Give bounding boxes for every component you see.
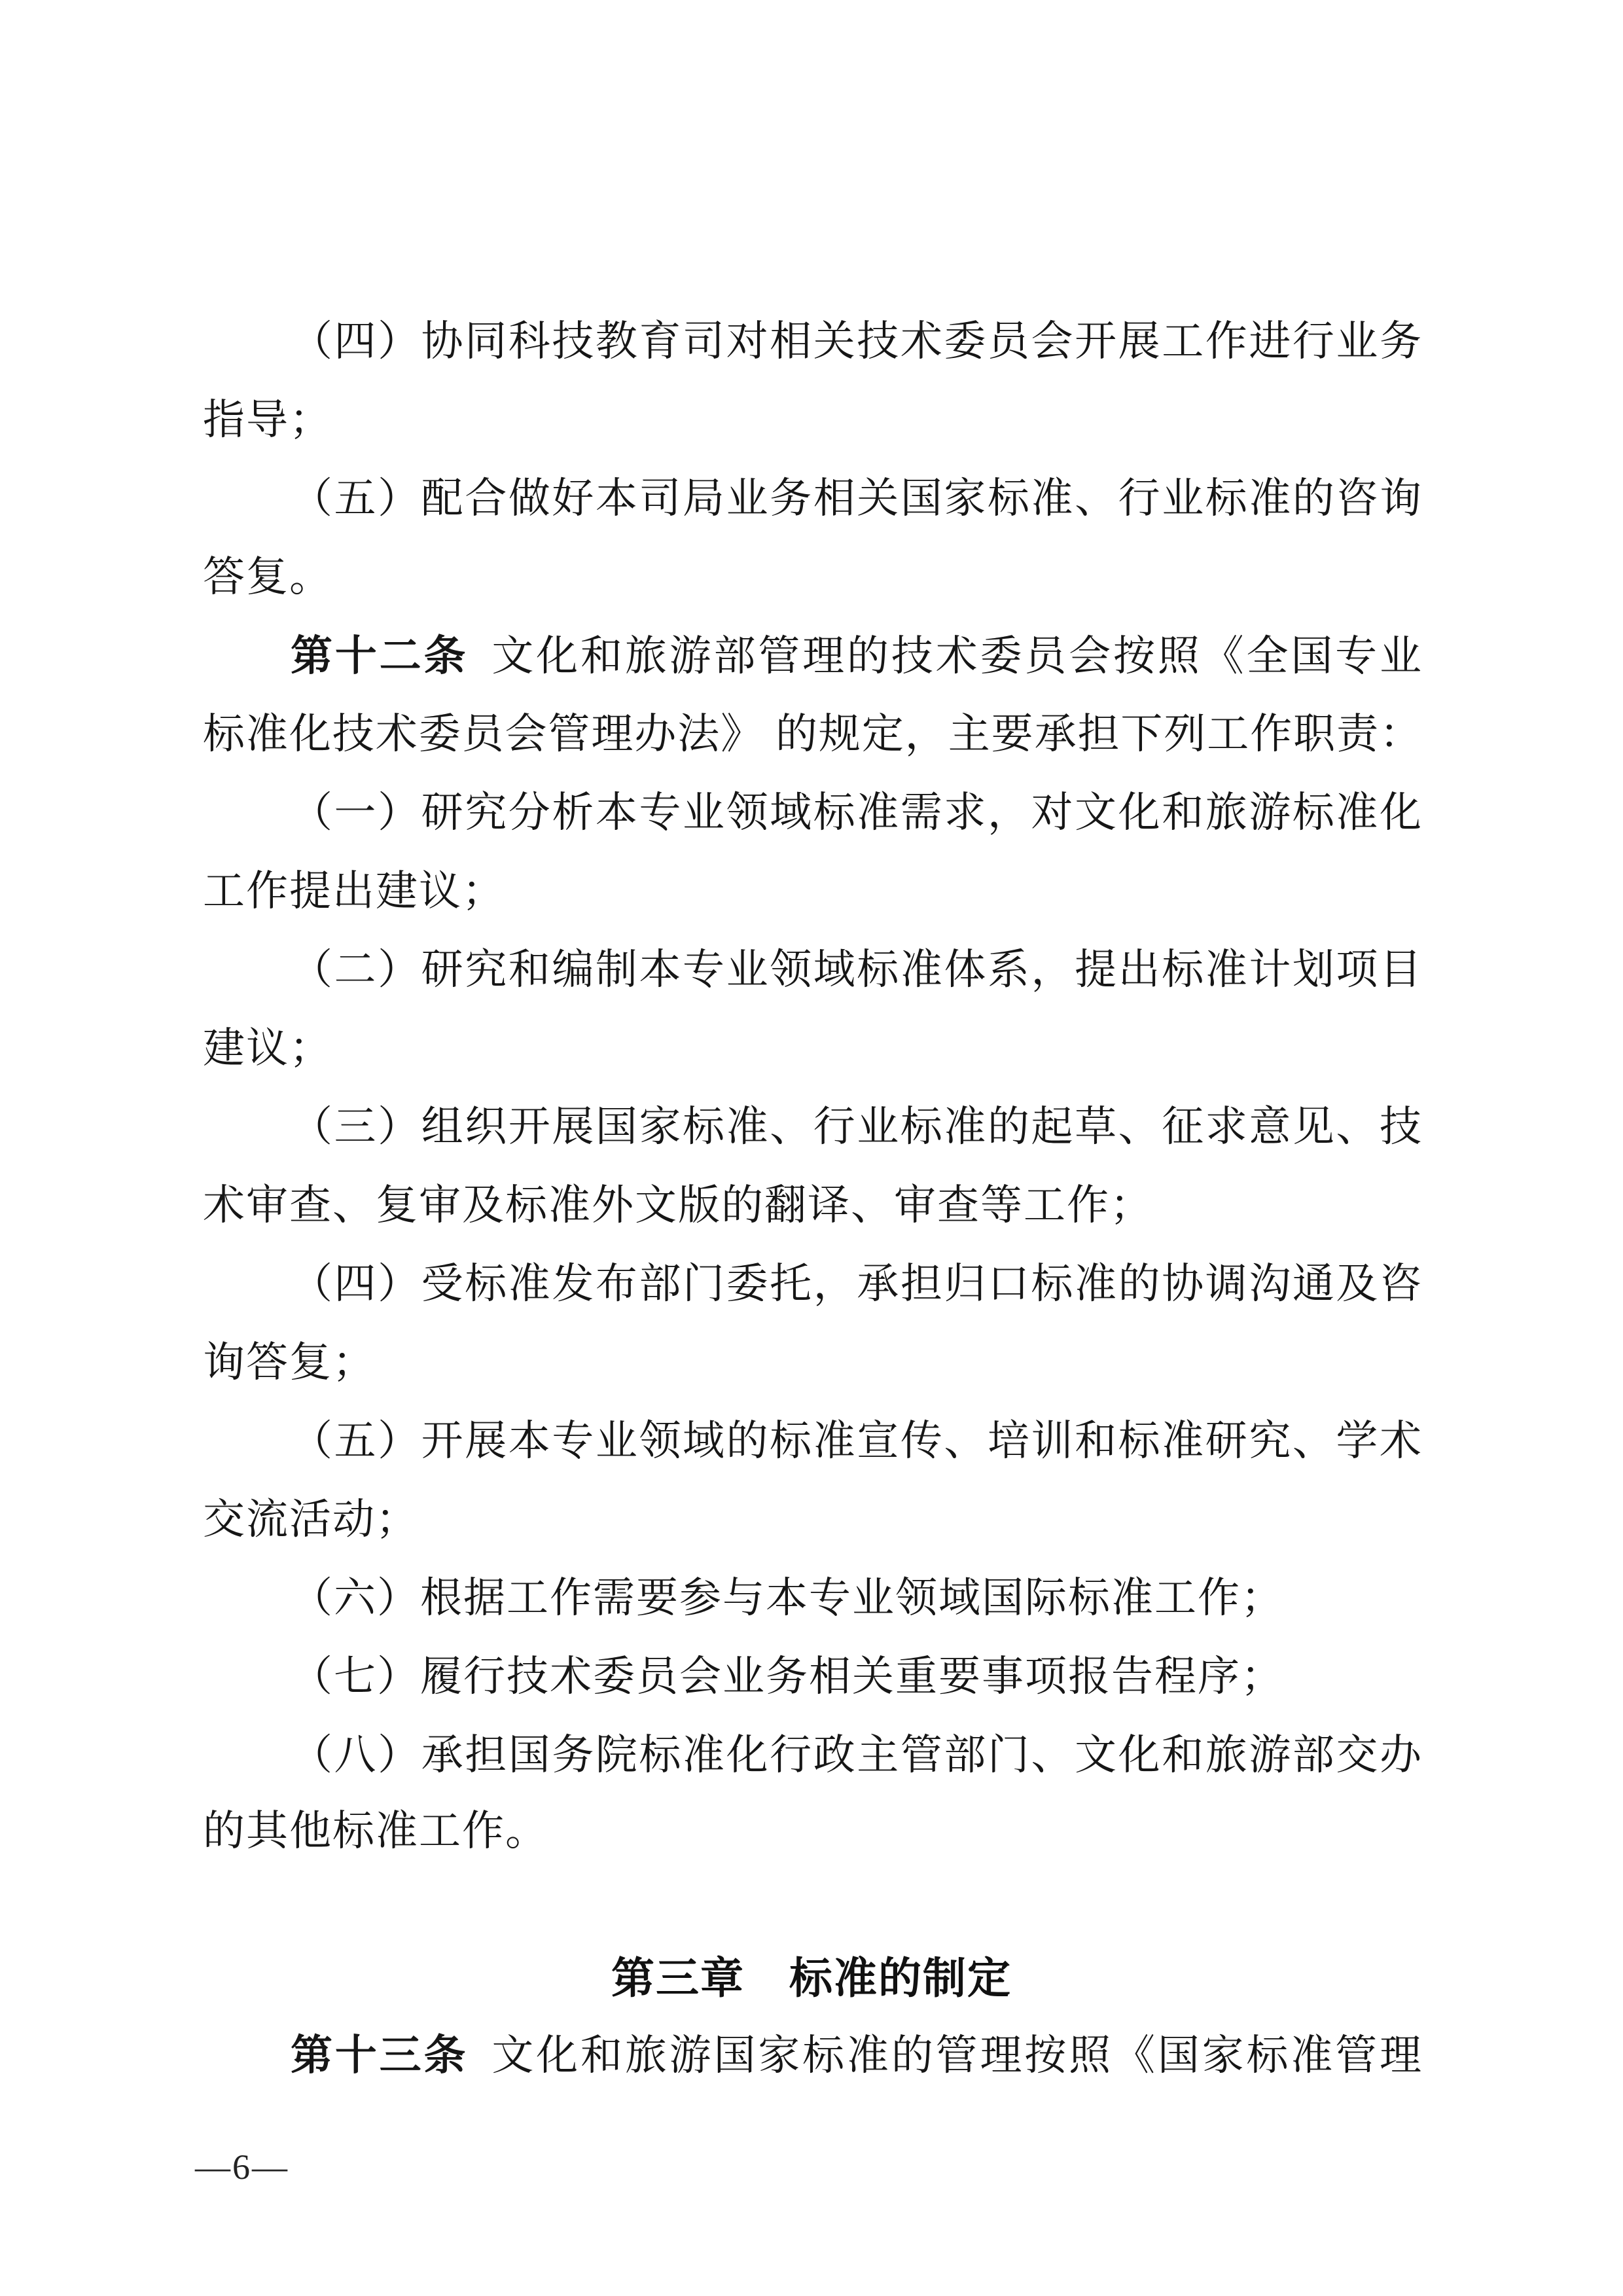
text-line bbox=[203, 2022, 1421, 2088]
text-line: 询答复； bbox=[203, 1339, 376, 1386]
text-line: （三）组织开展国家标准、行业标准的起草、征求意见、技 bbox=[291, 1103, 1421, 1150]
text-line: （七）履行技术委员会业务相关重要事项报告程序； bbox=[291, 1653, 1284, 1700]
article-text: 文化和旅游部管理的技术委员会按照《全国专业 bbox=[491, 633, 1422, 679]
text-line: （一）研究分析本专业领域标准需求，对文化和旅游标准化 bbox=[291, 789, 1421, 836]
page-number: —6— bbox=[195, 2147, 289, 2187]
text-line: 标准化技术委员会管理办法》 的规定，主要承担下列工作职责： bbox=[203, 711, 1421, 757]
text-line: （四）协同科技教育司对相关技术委员会开展工作进行业务 bbox=[291, 318, 1421, 365]
text-line: 的其他标准工作。 bbox=[203, 1808, 548, 1854]
text-line: （五）开展本专业领域的标准宣传、培训和标准研究、学术 bbox=[291, 1418, 1421, 1464]
text-line: 建议； bbox=[203, 1025, 332, 1071]
text-line: （二）研究和编制本专业领域标准体系，提出标准计划项目 bbox=[291, 946, 1421, 993]
text-line: （八）承担国务院标准化行政主管部门、文化和旅游部交办 bbox=[291, 1732, 1421, 1778]
text-line: （五）配合做好本司局业务相关国家标准、行业标准的咨询 bbox=[291, 475, 1421, 522]
article-number: 第十三条 bbox=[291, 2032, 469, 2079]
chapter-heading: 第三章 标准的制定 bbox=[611, 1954, 1012, 2002]
text-line: 答复。 bbox=[203, 554, 332, 600]
text-line bbox=[203, 623, 1421, 689]
text-line: 工作提出建议； bbox=[203, 868, 505, 914]
text-line: 术审查、复审及标准外文版的翻译、审查等工作； bbox=[203, 1182, 1153, 1229]
article-text: 文化和旅游国家标准的管理按照《国家标准管理 bbox=[491, 2032, 1422, 2079]
text-line: （四）受标准发布部门委托，承担归口标准的协调沟通及咨 bbox=[291, 1261, 1421, 1307]
article-number: 第十二条 bbox=[291, 632, 469, 679]
text-line: （六）根据工作需要参与本专业领域国际标准工作； bbox=[291, 1575, 1284, 1621]
text-line: 交流活动； bbox=[203, 1496, 419, 1543]
text-line: 指导； bbox=[203, 397, 332, 443]
